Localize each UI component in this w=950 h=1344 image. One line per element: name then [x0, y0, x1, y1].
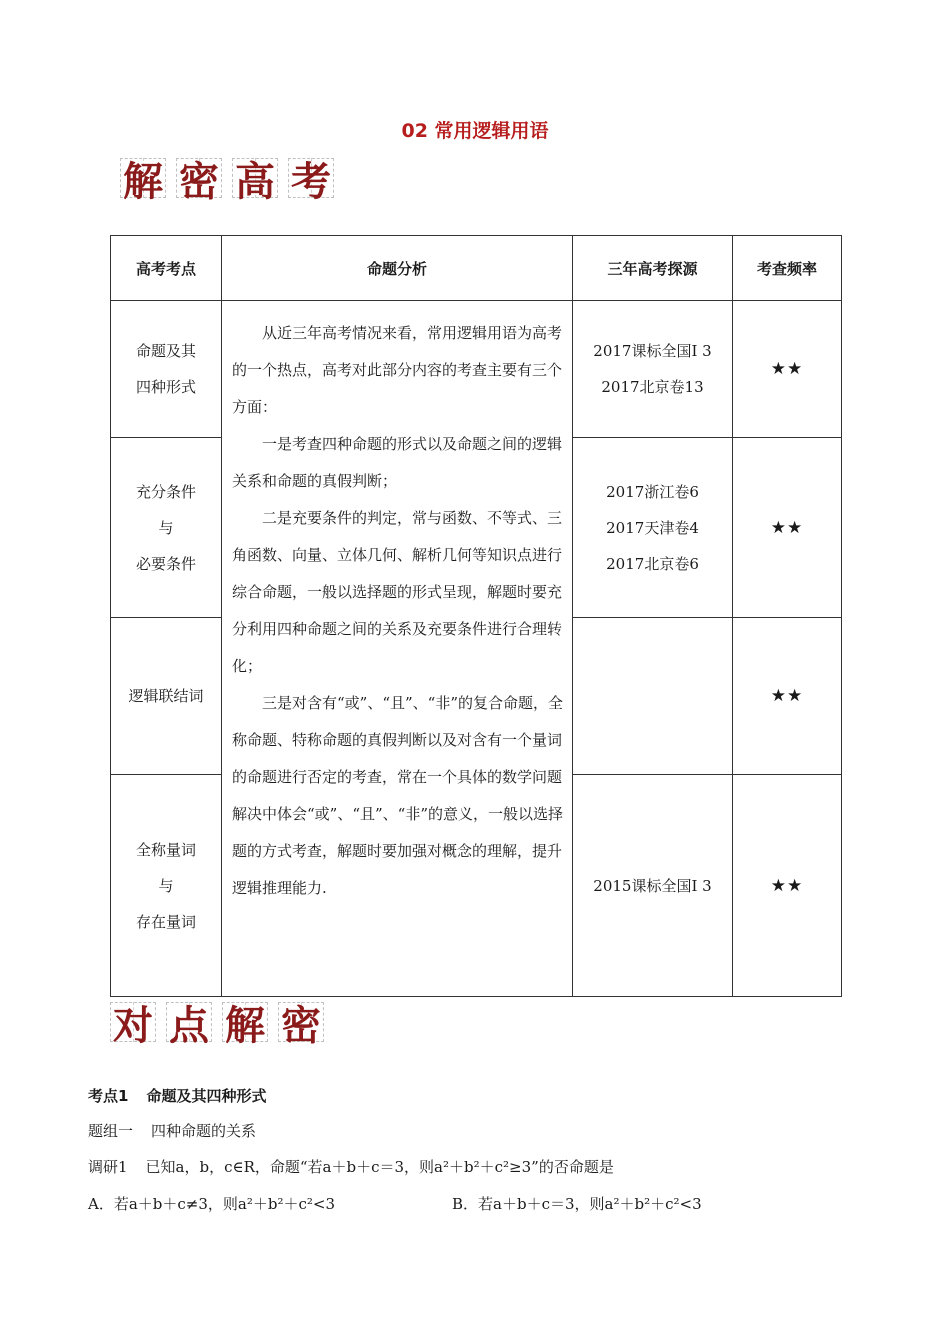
frequency-stars: ★★ — [733, 618, 842, 775]
frequency-stars: ★★ — [733, 301, 842, 438]
table-row — [111, 301, 842, 438]
kaodian-heading: 考点1 命题及其四种形式 — [88, 1087, 267, 1105]
tizu-heading: 题组一 四种命题的关系 — [88, 1122, 257, 1140]
analysis-paragraph: 二是充要条件的判定，常与函数、不等式、三角函数、向量、立体几何、解析几何等知识点进行综合命题，一般以选择题的形式呈现，解题时要充分利用四种命题之间的关系及充要条件进行合理转化； — [232, 509, 563, 675]
analysis-paragraph: 一是考查四种命题的形式以及命题之间的逻辑关系和命题的真假判断； — [232, 435, 563, 490]
topic-cell: 充分条件 与 必要条件 — [111, 438, 222, 618]
banner-char: 点 — [164, 1000, 214, 1044]
section-banner-duidian-jiemi — [108, 1000, 326, 1049]
sources-cell: 2017课标全国Ⅰ 3 2017北京卷13 — [573, 301, 733, 438]
topic-cell: 命题及其 四种形式 — [111, 301, 222, 438]
question-stem: 调研1 已知a，b，c∈R，命题“若a＋b＋c＝3，则a²＋b²＋c²≥3”的否命题是 — [88, 1158, 614, 1176]
banner-char: 解 — [118, 156, 168, 200]
section-banner-jiemi-gaokao — [118, 156, 336, 205]
sources-cell — [573, 618, 733, 775]
frequency-stars: ★★ — [733, 438, 842, 618]
header-sources: 三年高考探源 — [573, 236, 733, 301]
analysis-paragraph: 三是对含有“或”、“且”、“非”的复合命题，全称命题、特称命题的真假判断以及对含有一个量词的命题进行否定的考查，常在一个具体的数学问题解决中体会“或”、“且”、“非”的意义，一般以选择题的方式考查，解题时要加强对概念的理解，提升逻辑推理能力. — [232, 694, 564, 897]
banner-char: 考 — [286, 156, 336, 200]
topic-cell: 逻辑联结词 — [111, 618, 222, 775]
banner-char: 对 — [108, 1000, 158, 1044]
header-frequency: 考查频率 — [733, 236, 842, 301]
sources-cell: 2015课标全国Ⅰ 3 — [573, 775, 733, 997]
exam-analysis-table — [110, 235, 842, 997]
option-a: A．若a＋b＋c≠3，则a²＋b²＋c²<3 — [88, 1195, 335, 1213]
topic-cell: 全称量词 与 存在量词 — [111, 775, 222, 997]
header-analysis: 命题分析 — [222, 236, 573, 301]
header-topic: 高考考点 — [111, 236, 222, 301]
banner-char: 密 — [174, 156, 224, 200]
page-title: 02 常用逻辑用语 — [401, 120, 549, 142]
banner-char: 解 — [220, 1000, 270, 1044]
option-b: B．若a＋b＋c＝3，则a²＋b²＋c²<3 — [452, 1195, 702, 1213]
banner-char: 密 — [276, 1000, 326, 1044]
table-header-row — [111, 236, 842, 301]
analysis-paragraph: 从近三年高考情况来看，常用逻辑用语为高考的一个热点，高考对此部分内容的考查主要有三个方面： — [232, 324, 563, 416]
analysis-cell — [222, 301, 573, 997]
frequency-stars: ★★ — [733, 775, 842, 997]
banner-char: 高 — [230, 156, 280, 200]
sources-cell: 2017浙江卷6 2017天津卷4 2017北京卷6 — [573, 438, 733, 618]
